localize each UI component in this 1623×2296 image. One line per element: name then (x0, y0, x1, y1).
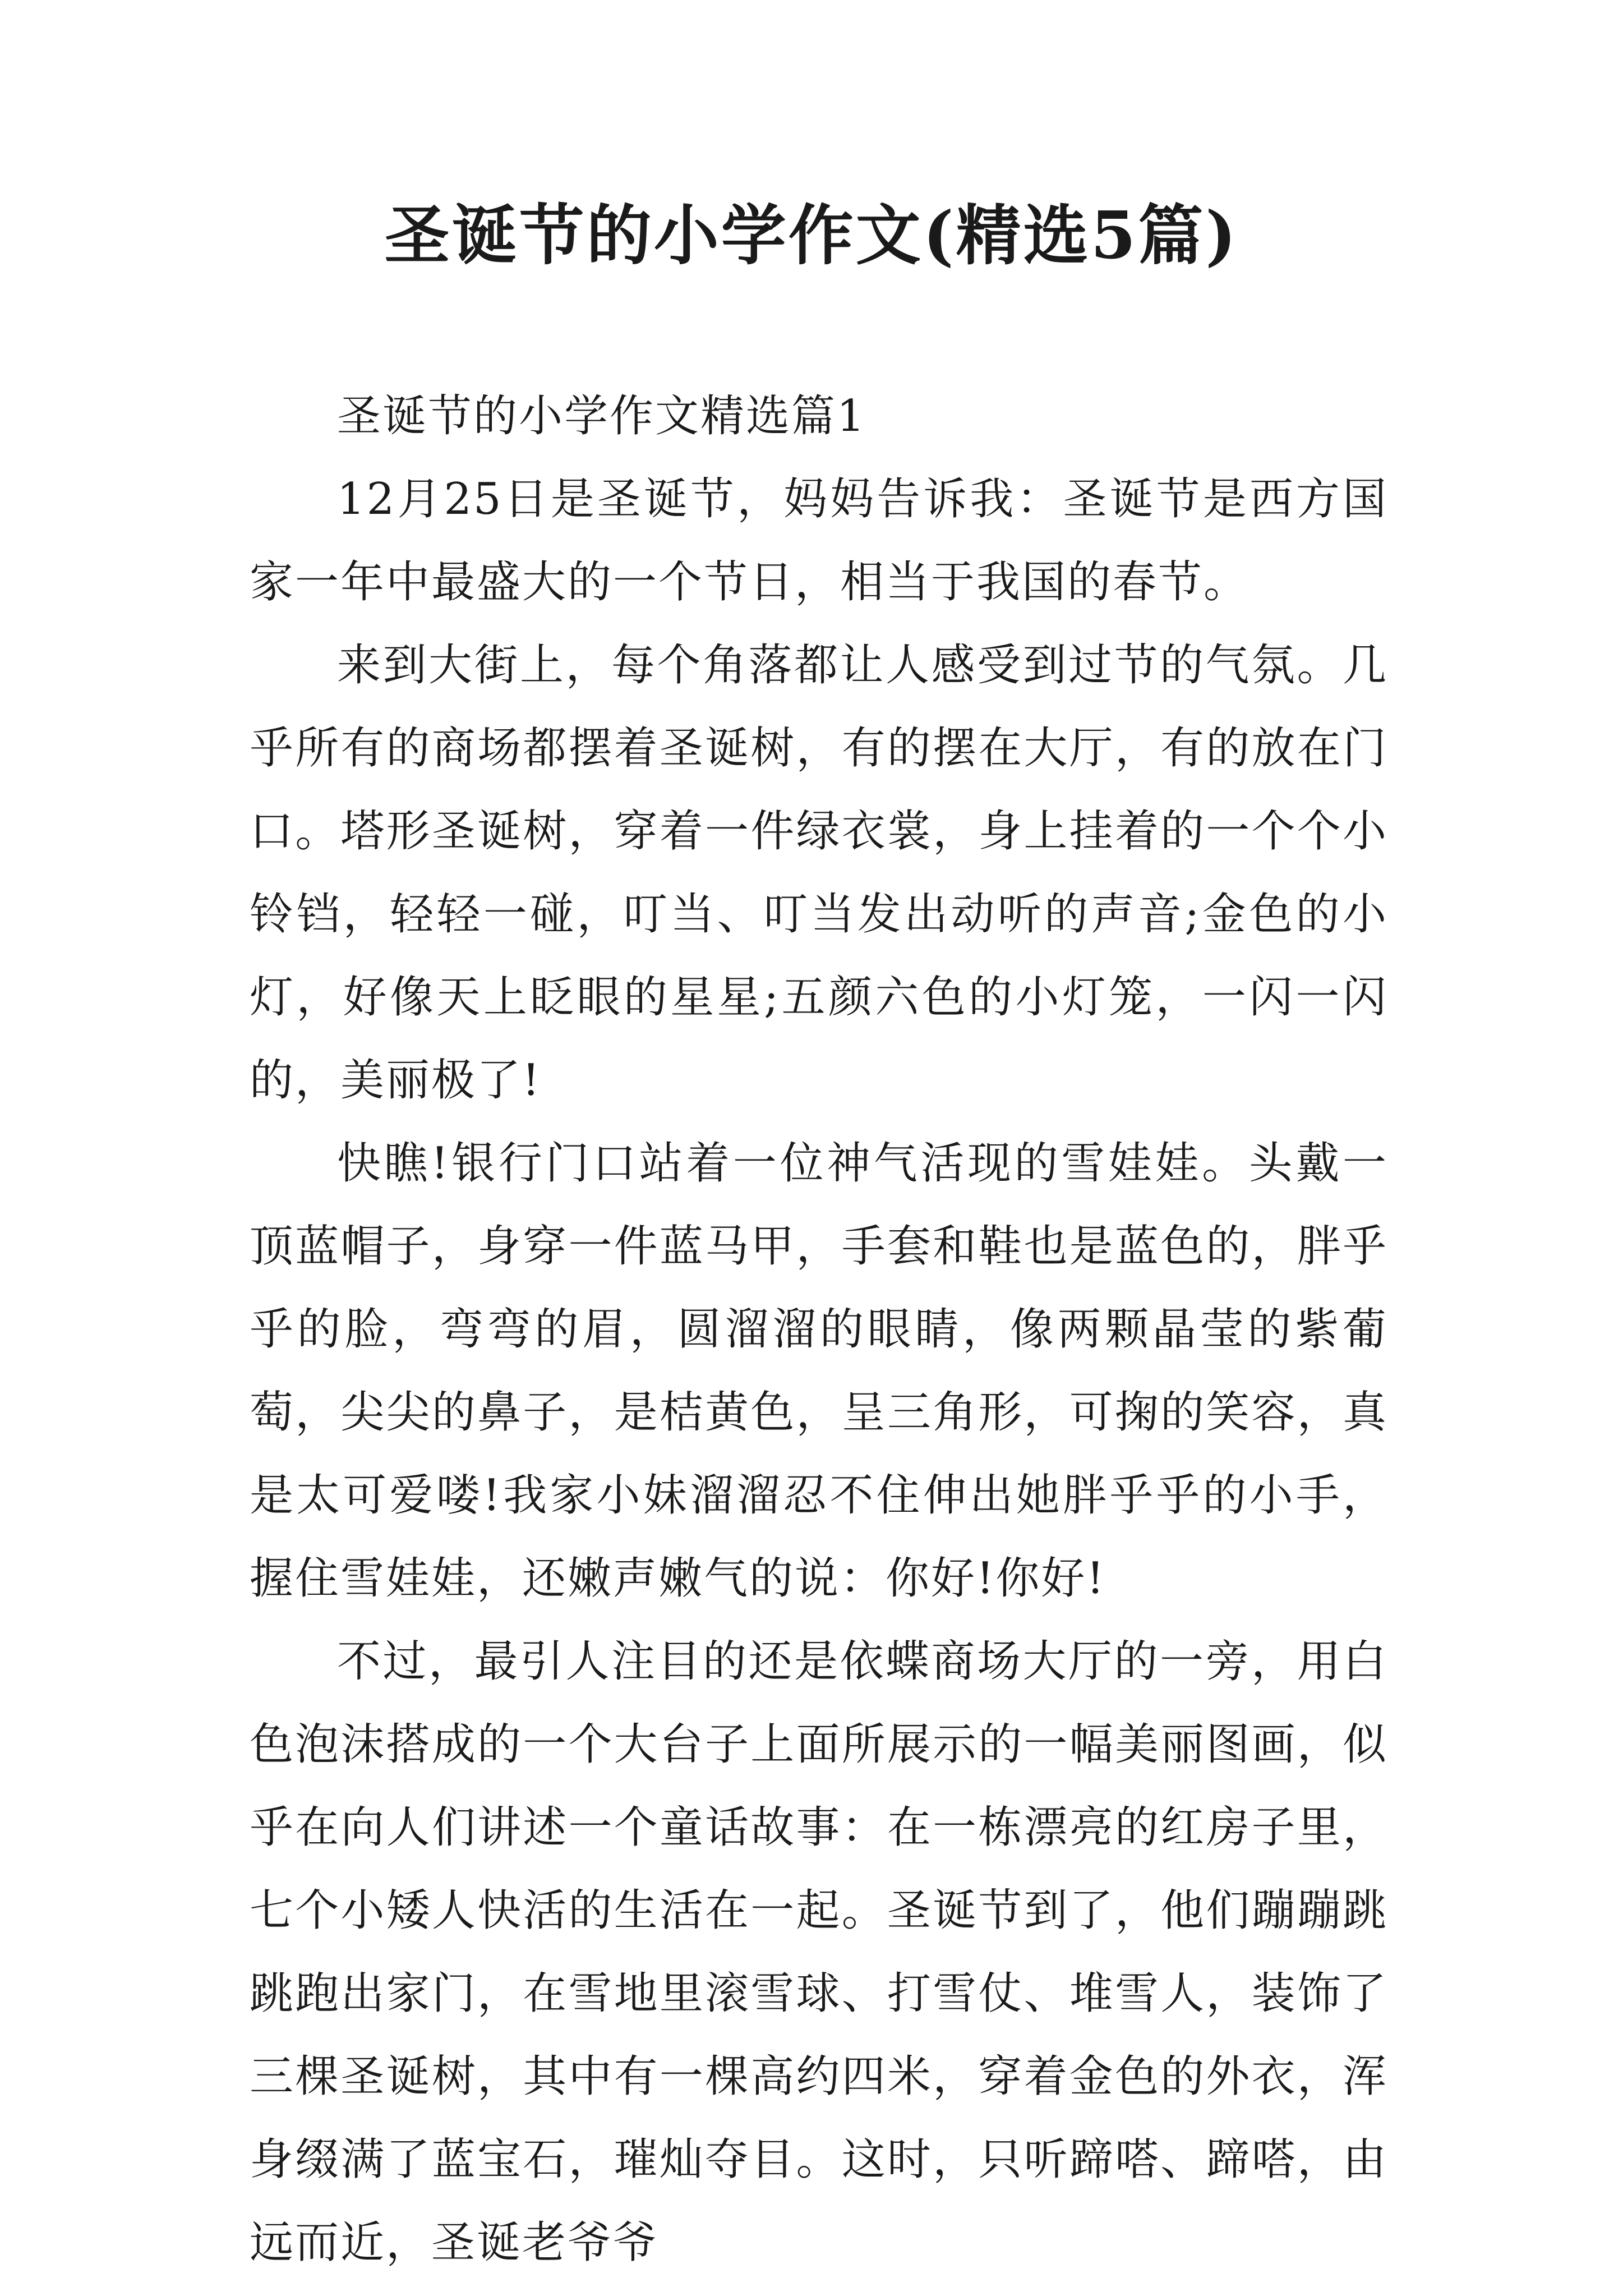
paragraph: 来到大街上，每个角落都让人感受到过节的气氛。几乎所有的商场都摆着圣诞树，有的摆在大厅，有的放在门口。塔形圣诞树，穿着一件绿衣裳，身上挂着的一个个小铃铛，轻轻一碰，叮当、叮当发出动听的声音;金色的小灯，好像天上眨眼的星星;五颜六色的小灯笼，一闪一闪的，美丽极了! (250, 640, 1388, 1106)
document-body (250, 375, 1388, 2284)
document-title: 圣诞节的小学作文(精选5篇) (384, 197, 1239, 274)
paragraph: 不过，最引人注目的还是依蝶商场大厅的一旁，用白色泡沫搭成的一个大台子上面所展示的一幅美丽图画，似乎在向人们讲述一个童话故事：在一栋漂亮的红房子里，七个小矮人快活的生活在一起。圣诞节到了，他们蹦蹦跳跳跑出家门，在雪地里滚雪球、打雪仗、堆雪人，装饰了三棵圣诞树，其中有一棵高约四米，穿着金色的外衣，浑身缀满了蓝宝石，璀灿夺目。这时，只听蹄嗒、蹄嗒，由远而近，圣诞老爷爷 (250, 1636, 1388, 2268)
paragraph: 12月25日是圣诞节，妈妈告诉我：圣诞节是西方国家一年中最盛大的一个节日，相当于我国的春节。 (250, 474, 1388, 608)
paragraph: 快瞧!银行门口站着一位神气活现的雪娃娃。头戴一顶蓝帽子，身穿一件蓝马甲，手套和鞋也是蓝色的，胖乎乎的脸，弯弯的眉，圆溜溜的眼睛，像两颗晶莹的紫葡萄，尖尖的鼻子，是桔黄色，呈三角形，可掬的笑容，真是太可爱喽!我家小妹溜溜忍不住伸出她胖乎乎的小手，握住雪娃娃，还嫩声嫩气的说：你好!你好! (250, 1138, 1388, 1604)
section-heading: 圣诞节的小学作文精选篇1 (337, 391, 866, 441)
